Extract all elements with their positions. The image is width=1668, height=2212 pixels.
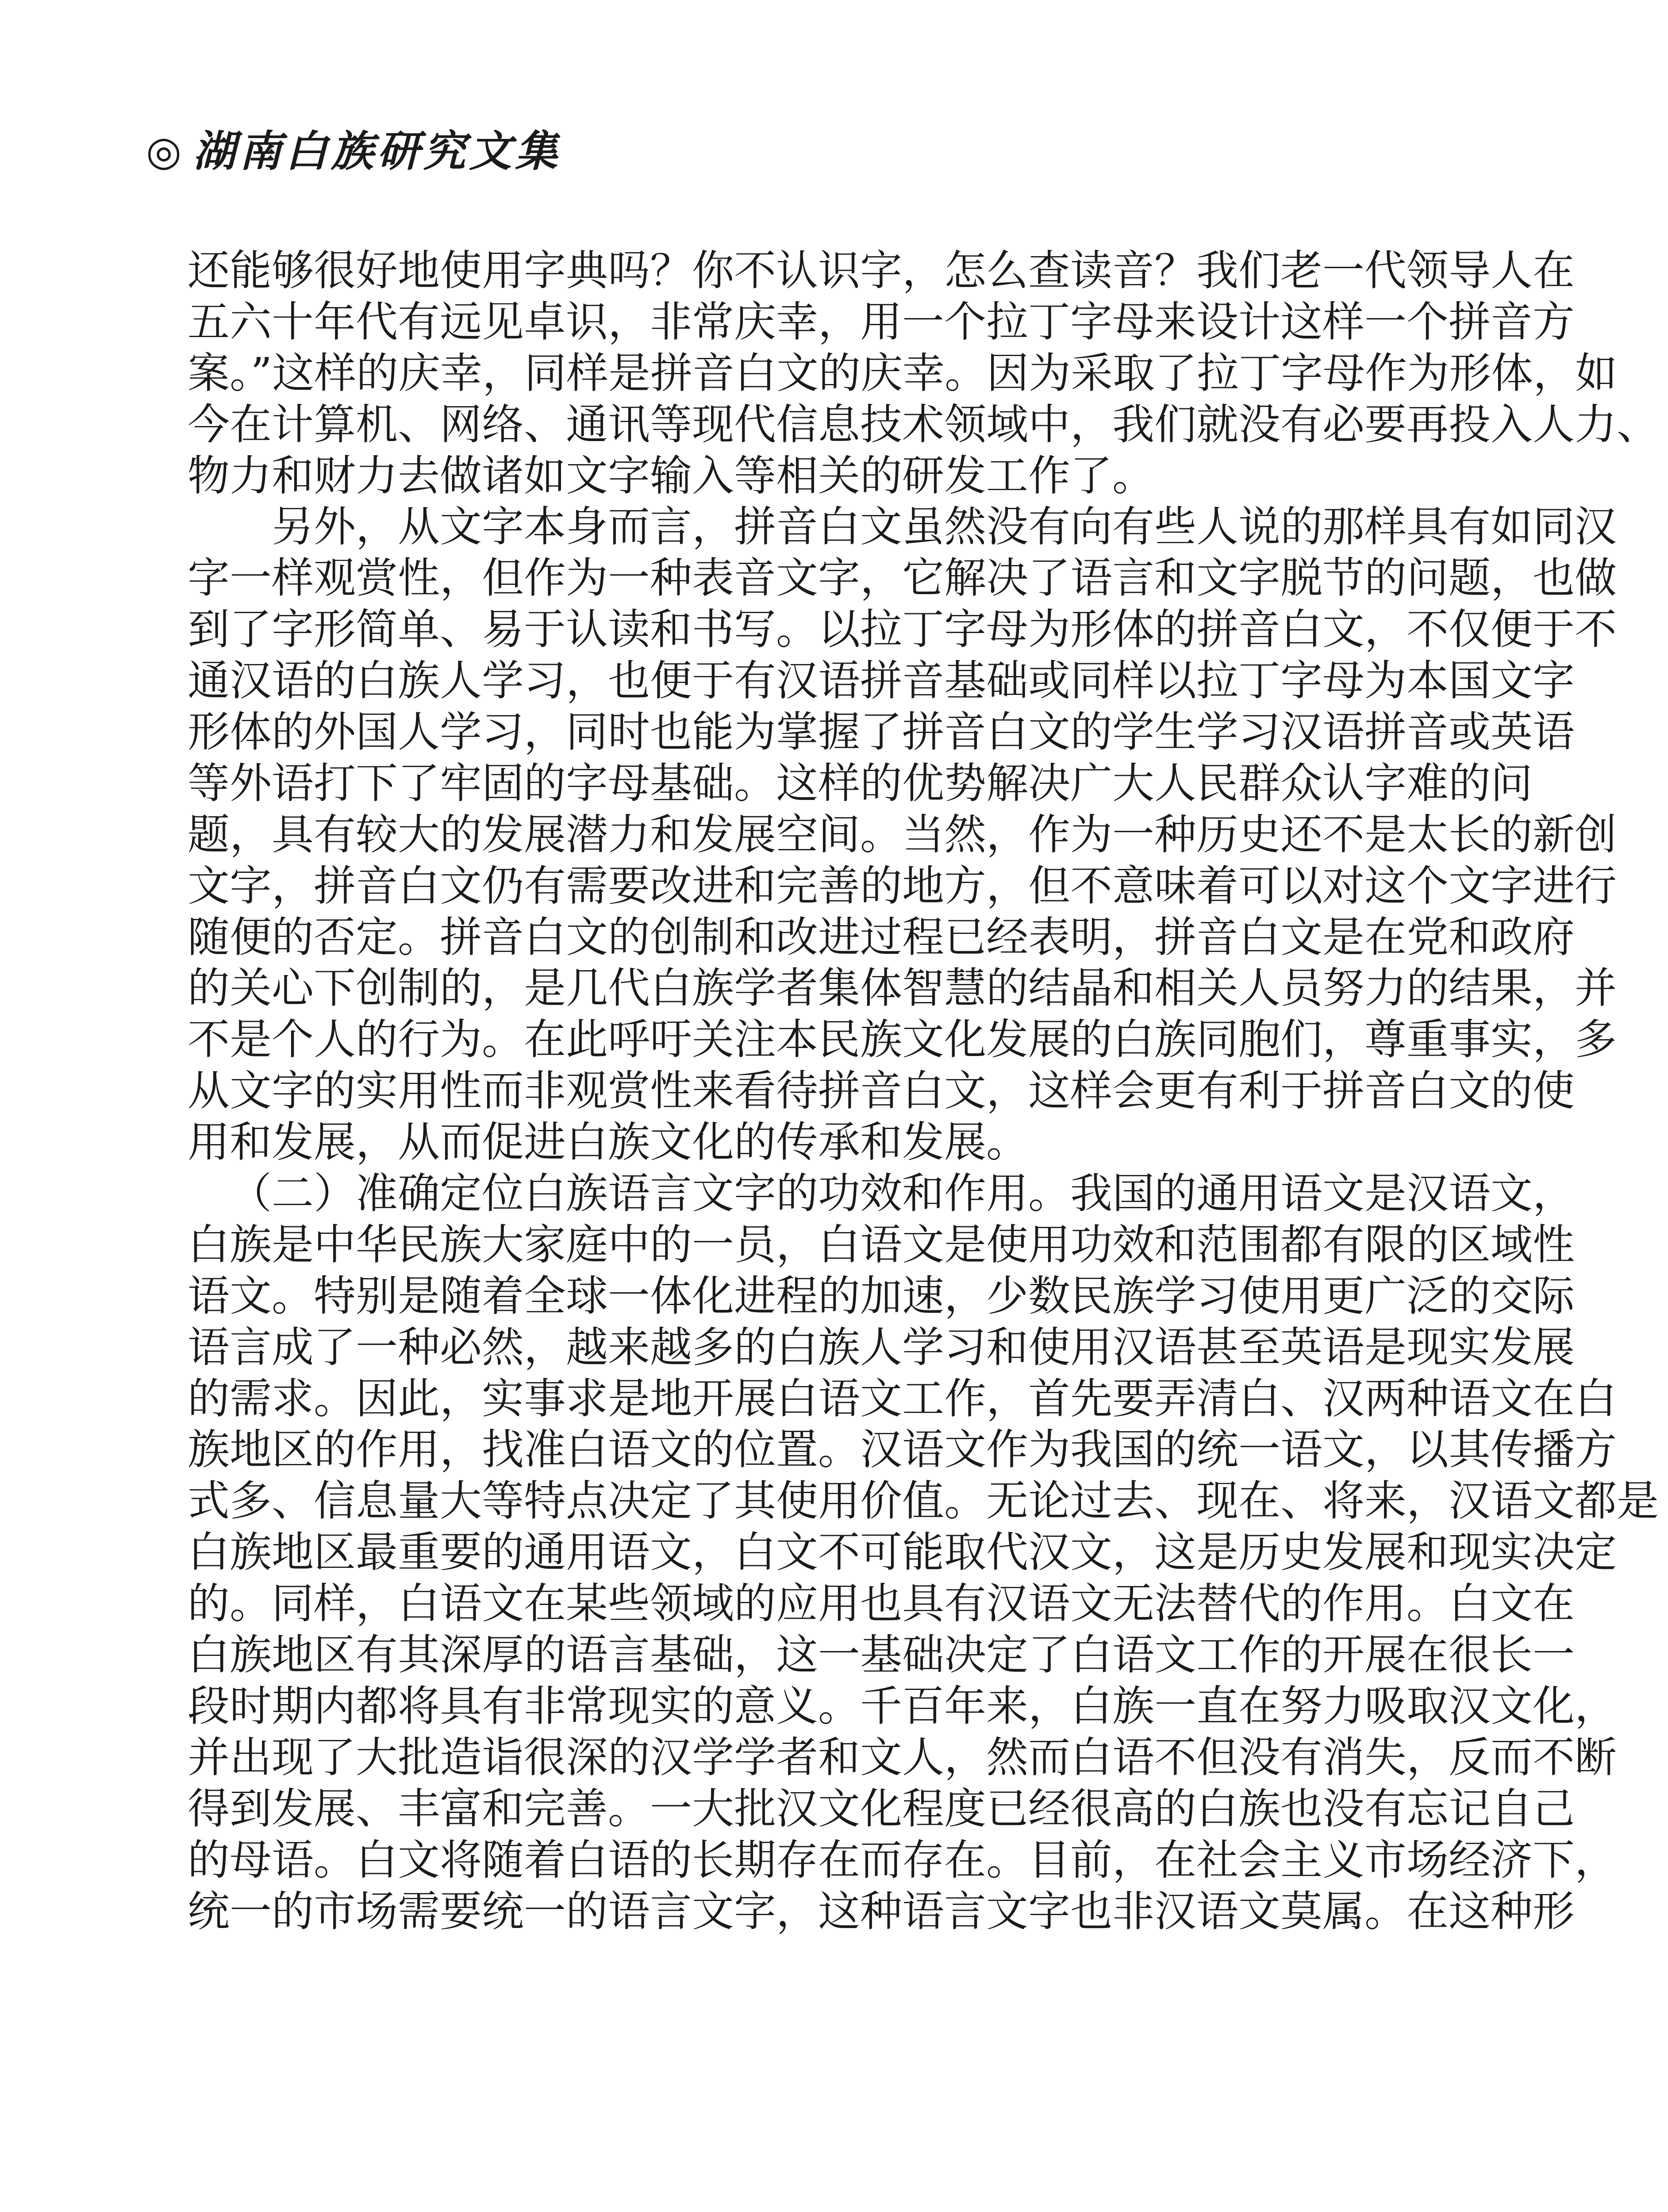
text-line: 随便的否定。拼音白文的创制和改进过程已经表明，拼音白文是在党和政府 xyxy=(188,913,1575,962)
text-line: 白族地区有其深厚的语言基础，这一基础决定了白语文工作的开展在很长一 xyxy=(188,1631,1575,1680)
text-line: 文字，拼音白文仍有需要改进和完善的地方，但不意味着可以对这个文字进行 xyxy=(188,861,1617,910)
text-line: 题，具有较大的发展潜力和发展空间。当然，作为一种历史还不是太长的新创 xyxy=(188,810,1617,859)
text-line: 并出现了大批造诣很深的汉学学者和文人，然而白语不但没有消失，反而不断 xyxy=(188,1733,1617,1782)
text-line: 五六十年代有远见卓识，非常庆幸，用一个拉丁字母来设计这样一个拼音方 xyxy=(188,297,1575,346)
text-line: 另外，从文字本身而言，拼音白文虽然没有向有些人说的那样具有如同汉 xyxy=(272,503,1617,552)
text-line: 还能够很好地使用字典吗？你不认识字，怎么查读音？我们老一代领导人在 xyxy=(188,246,1575,295)
text-line: 案。”这样的庆幸，同样是拼音白文的庆幸。因为采取了拉丁字母作为形体，如 xyxy=(188,349,1618,398)
body-text xyxy=(188,246,1659,1937)
text-line: 的需求。因此，实事求是地开展白语文工作，首先要弄清白、汉两种语文在白 xyxy=(188,1374,1617,1423)
text-line: 白族是中华民族大家庭中的一员，白语文是使用功效和范围都有限的区域性 xyxy=(188,1220,1575,1269)
text-line: 的关心下创制的，是几代白族学者集体智慧的结晶和相关人员努力的结果，并 xyxy=(188,964,1617,1013)
text-line: 得到发展、丰富和完善。一大批汉文化程度已经很高的白族也没有忘记自己 xyxy=(188,1784,1575,1833)
text-line: 式多、信息量大等特点决定了其使用价值。无论过去、现在、将来，汉语文都是 xyxy=(188,1477,1659,1526)
text-line: 形体的外国人学习，同时也能为掌握了拼音白文的学生学习汉语拼音或英语 xyxy=(188,708,1575,757)
text-line: 从文字的实用性而非观赏性来看待拼音白文，这样会更有利于拼音白文的使 xyxy=(188,1067,1575,1116)
text-line: 语言成了一种必然，越来越多的白族人学习和使用汉语甚至英语是现实发展 xyxy=(188,1323,1575,1372)
book-title: 湖南白族研究文集 xyxy=(193,126,561,176)
text-line: 今在计算机、网络、通讯等现代信息技术领域中，我们就没有必要再投入人力、 xyxy=(188,400,1659,449)
text-line: 到了字形简单、易于认读和书写。以拉丁字母为形体的拼音白文，不仅便于不 xyxy=(188,605,1617,654)
text-line: （二）准确定位白族语言文字的功效和作用。我国的通用语文是汉语文， xyxy=(230,1169,1575,1218)
running-header xyxy=(146,120,561,182)
text-line: 统一的市场需要统一的语言文字，这种语言文字也非汉语文莫属。在这种形 xyxy=(188,1887,1575,1936)
text-line: 族地区的作用，找准白语文的位置。汉语文作为我国的统一语文，以其传播方 xyxy=(188,1425,1617,1475)
header-circle-icon: ◎ xyxy=(146,127,182,175)
text-line: 用和发展，从而促进白族文化的传承和发展。 xyxy=(188,1118,1029,1167)
text-line: 白族地区最重要的通用语文，白文不可能取代汉文，这是历史发展和现实决定 xyxy=(188,1528,1617,1577)
text-line: 的母语。白文将随着白语的长期存在而存在。目前，在社会主义市场经济下， xyxy=(188,1836,1617,1885)
text-line: 通汉语的白族人学习，也便于有汉语拼音基础或同样以拉丁字母为本国文字 xyxy=(188,657,1575,706)
text-line: 语文。特别是随着全球一体化进程的加速，少数民族学习使用更广泛的交际 xyxy=(188,1271,1575,1321)
text-line: 字一样观赏性，但作为一种表音文字，它解决了语言和文字脱节的问题，也做 xyxy=(188,554,1617,603)
text-line: 不是个人的行为。在此呼吁关注本民族文化发展的白族同胞们，尊重事实，多 xyxy=(188,1015,1617,1064)
text-line: 等外语打下了牢固的字母基础。这样的优势解决广大人民群众认字难的问 xyxy=(188,759,1533,808)
text-line: 的。同样，白语文在某些领域的应用也具有汉语文无法替代的作用。白文在 xyxy=(188,1579,1575,1628)
text-line: 物力和财力去做诸如文字输入等相关的研发工作了。 xyxy=(188,451,1155,500)
text-line: 段时期内都将具有非常现实的意义。千百年来，白族一直在努力吸取汉文化， xyxy=(188,1682,1617,1731)
